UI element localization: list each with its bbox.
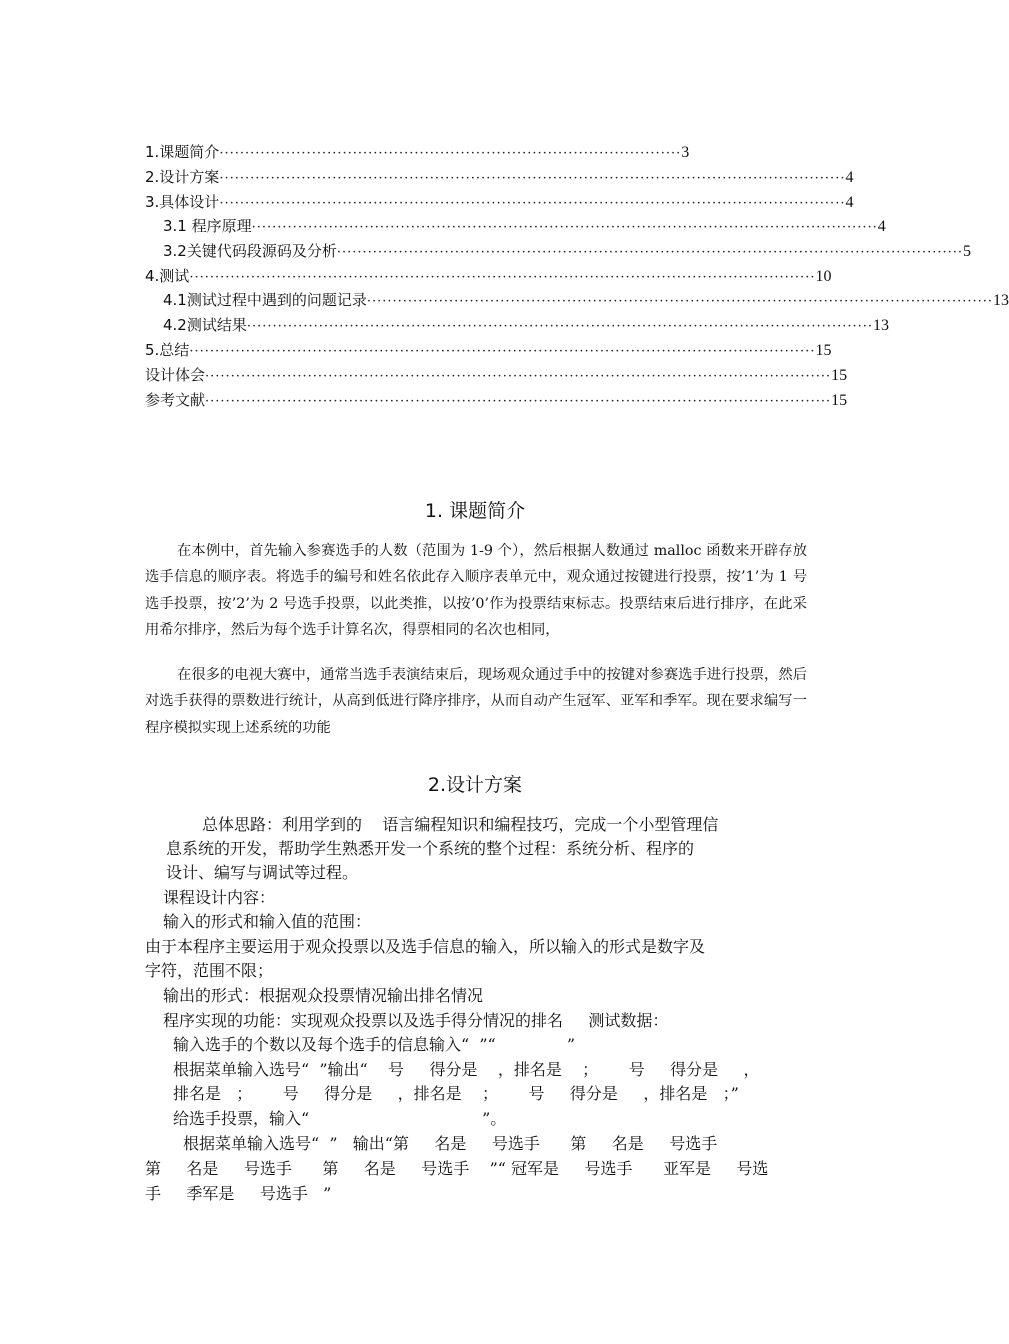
text-line: 手 季军是 号选手 ” — [145, 1184, 332, 1203]
text-line: 程序实现的功能：实现观众投票以及选手得分情况的排名 测试数据： — [163, 1011, 669, 1030]
toc-entry[interactable] — [145, 265, 832, 287]
text-line: 排名是 ； 号 得分是 ，排名是 ； 号 得分是 ，排名是 ；” — [173, 1084, 739, 1103]
toc-page: 10 — [815, 268, 832, 285]
toc-leader: ·························································································································· — [189, 270, 816, 285]
toc-page: 4 — [877, 218, 886, 235]
toc-page: 5 — [963, 243, 972, 260]
toc-leader: ·························································································································· — [246, 319, 874, 334]
toc-entry[interactable] — [163, 215, 886, 237]
toc-page: 15 — [815, 342, 832, 359]
toc-leader: ·························································································································· — [205, 369, 832, 384]
toc-entry[interactable] — [145, 166, 854, 188]
toc-leader: ·························································································································· — [189, 344, 816, 359]
text-line: 根据菜单输入选号“ ” 输出“第 名是 号选手 第 名是 号选手 — [183, 1134, 718, 1153]
toc-label: 4.测试 — [145, 267, 190, 285]
toc-entry[interactable] — [145, 389, 848, 411]
toc-label: 4.1测试过程中遇到的问题记录 — [163, 291, 367, 309]
body-paragraph: 在很多的电视大赛中，通常当选手表演结束后，现场观众通过手中的按键对参赛选手进行投票，然后对选手获得的票数进行统计，从高到低进行降序排序，从而自动产生冠军、亚军和季军。现在要求编写一程序模拟实现上述系统的功能 — [145, 667, 807, 736]
text-line: 字符，范围不限； — [145, 961, 274, 980]
toc-entry[interactable] — [145, 364, 848, 386]
text-line: 输入选手的个数以及每个选手的信息输入“ ”“ ” — [173, 1035, 576, 1054]
toc-leader: ·························································································································· — [336, 245, 964, 260]
body-paragraph: 在本例中，首先输入参赛选手的人数（范围为 1-9 个），然后根据人数通过 malloc 函数来开辟存放选手信息的顺序表。将选手的编号和姓名依此存入顺序表单元中，观众通过按键进行投票，按’1’为 1 号选手投票，按’2’为 2 号选手投票，以此类推，以按’0’作为投票结束标志。投票结束后进行排序，在此采用希尔排序，然后为每个选手计算名次，得票相同的名次也相同， — [145, 543, 807, 639]
toc-page: 13 — [993, 292, 1009, 309]
text-line: 总体思路：利用学到的 语言编程知识和编程技巧，完成一个小型管理信 — [202, 815, 719, 834]
toc-entry[interactable] — [163, 314, 890, 336]
toc-entry[interactable] — [163, 240, 972, 262]
section-heading: 1. 课题简介 — [424, 500, 526, 522]
toc-page: 13 — [873, 317, 890, 334]
toc-page: 15 — [831, 392, 848, 409]
toc-label: 设计体会 — [145, 366, 206, 384]
toc-label: 2.设计方案 — [145, 168, 220, 186]
text-line: 给选手投票，输入“ ”。 — [173, 1109, 507, 1128]
toc-entry[interactable] — [145, 339, 832, 361]
toc-page: 4 — [845, 169, 854, 186]
toc-label: 5.总结 — [145, 341, 190, 359]
toc-leader: ·························································································································· — [219, 171, 846, 186]
toc-leader: ·························································································································· — [205, 394, 832, 409]
text-line: 输入的形式和输入值的范围： — [163, 912, 372, 931]
toc-page: 3 — [681, 144, 690, 161]
toc-entry[interactable] — [163, 289, 1009, 311]
toc-leader: ·························································································································· — [251, 220, 878, 235]
toc-label: 1.课题简介 — [145, 143, 220, 161]
toc-label: 参考文献 — [145, 391, 206, 409]
text-line: 设计、编写与调试等过程。 — [166, 863, 359, 882]
toc-label: 3.具体设计 — [145, 193, 220, 211]
toc-leader: ·························································································································· — [366, 294, 994, 309]
text-line: 输出的形式：根据观众投票情况输出排名情况 — [163, 986, 484, 1005]
toc-page: 15 — [831, 367, 848, 384]
text-line: 第 名是 号选手 第 名是 号选手 ”“ 冠军是 号选手 亚军是 号选 — [145, 1159, 769, 1178]
toc-label: 3.1 程序原理 — [163, 217, 252, 235]
toc-page: 4 — [845, 194, 854, 211]
text-line: 由于本程序主要运用于观众投票以及选手信息的输入，所以输入的形式是数字及 — [145, 937, 706, 956]
toc-leader: ·························································································· — [219, 146, 682, 161]
section-heading: 2.设计方案 — [427, 774, 523, 796]
text-line: 课程设计内容： — [163, 888, 276, 907]
text-line: 息系统的开发，帮助学生熟悉开发一个系统的整个过程：系统分析、程序的 — [166, 839, 695, 858]
toc-entry[interactable] — [145, 191, 854, 213]
toc-label: 3.2关键代码段源码及分析 — [163, 242, 337, 260]
toc-leader: ·························································································································· — [219, 196, 846, 211]
toc-label: 4.2测试结果 — [163, 316, 247, 334]
toc-entry[interactable] — [145, 141, 690, 163]
text-line: 根据菜单输入选号“ ”输出“ 号 得分是 ，排名是 ； 号 得分是 ， — [173, 1060, 760, 1079]
